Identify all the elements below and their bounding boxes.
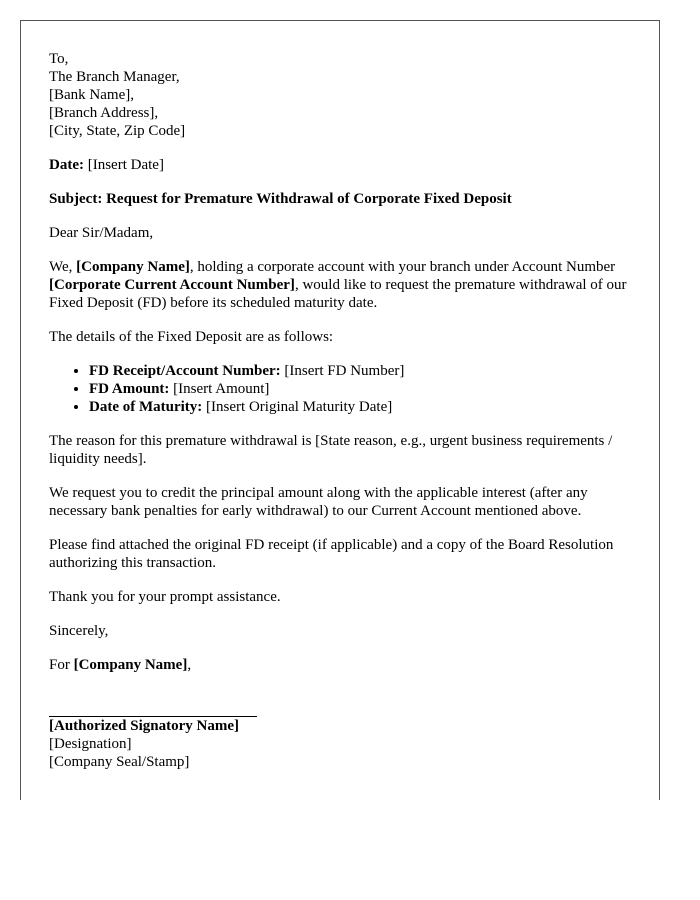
recipient-address xyxy=(49,50,639,140)
address-branch: [Branch Address], xyxy=(49,105,159,121)
closing-line: Sincerely, xyxy=(49,623,109,639)
company-seal: [Company Seal/Stamp] xyxy=(49,754,190,770)
detail-label: FD Receipt/Account Number: xyxy=(89,363,281,379)
date-value: [Insert Date] xyxy=(87,157,164,173)
intro-company-name: [Company Name] xyxy=(76,259,190,275)
for-prefix: For xyxy=(49,657,74,673)
detail-value: [Insert FD Number] xyxy=(280,363,405,379)
letter-page xyxy=(20,20,660,800)
fd-details-list xyxy=(49,362,639,416)
attachments-paragraph: Please find attached the original FD receipt (if applicable) and a copy of the Board Resolution authorizing this transaction. xyxy=(49,537,614,571)
address-bank-name: [Bank Name], xyxy=(49,87,134,103)
subject-text: Subject: Request for Premature Withdrawal of Corporate Fixed Deposit xyxy=(49,191,512,207)
detail-value: [Insert Original Maturity Date] xyxy=(202,399,393,415)
reason-paragraph: The reason for this premature withdrawal is [State reason, e.g., urgent business requirements / liquidity needs]. xyxy=(49,433,613,467)
list-item xyxy=(89,380,639,398)
intro-text-2: , holding a corporate account with your branch under Account Number xyxy=(189,259,616,275)
signatory-name-text: [Authorized Signatory Name] xyxy=(49,718,239,734)
detail-label: Date of Maturity: xyxy=(89,399,203,415)
credit-request-paragraph: We request you to credit the principal amount along with the applicable interest (after any necessary bank penalties for early withdrawal) to our Current Account mentioned above. xyxy=(49,485,588,519)
letter-content xyxy=(49,50,639,771)
address-city-state-zip: [City, State, Zip Code] xyxy=(49,123,186,139)
detail-label: FD Amount: xyxy=(89,381,170,397)
date-label: Date: xyxy=(49,157,84,173)
list-item xyxy=(89,398,639,416)
subject-line xyxy=(49,190,639,208)
for-suffix: , xyxy=(187,657,192,673)
intro-text-1: We, xyxy=(49,259,77,275)
detail-value: [Insert Amount] xyxy=(169,381,270,397)
signature-block xyxy=(49,716,639,771)
signatory-name xyxy=(49,717,639,735)
signatory-designation: [Designation] xyxy=(49,736,132,752)
address-recipient: The Branch Manager, xyxy=(49,69,180,85)
intro-paragraph xyxy=(49,258,639,312)
intro-text-3: , would like to request the premature withdrawal of our Fixed Deposit (FD) before its scheduled maturity date. xyxy=(49,277,627,311)
intro-account-number: [Corporate Current Account Number] xyxy=(49,277,295,293)
list-item xyxy=(89,362,639,380)
details-intro: The details of the Fixed Deposit are as follows: xyxy=(49,329,334,345)
date-line xyxy=(49,156,639,174)
address-to: To, xyxy=(49,51,69,67)
for-company-name: [Company Name] xyxy=(73,657,188,673)
for-company-line xyxy=(49,656,639,674)
greeting: Dear Sir/Madam, xyxy=(49,225,154,241)
thanks-line: Thank you for your prompt assistance. xyxy=(49,589,281,605)
